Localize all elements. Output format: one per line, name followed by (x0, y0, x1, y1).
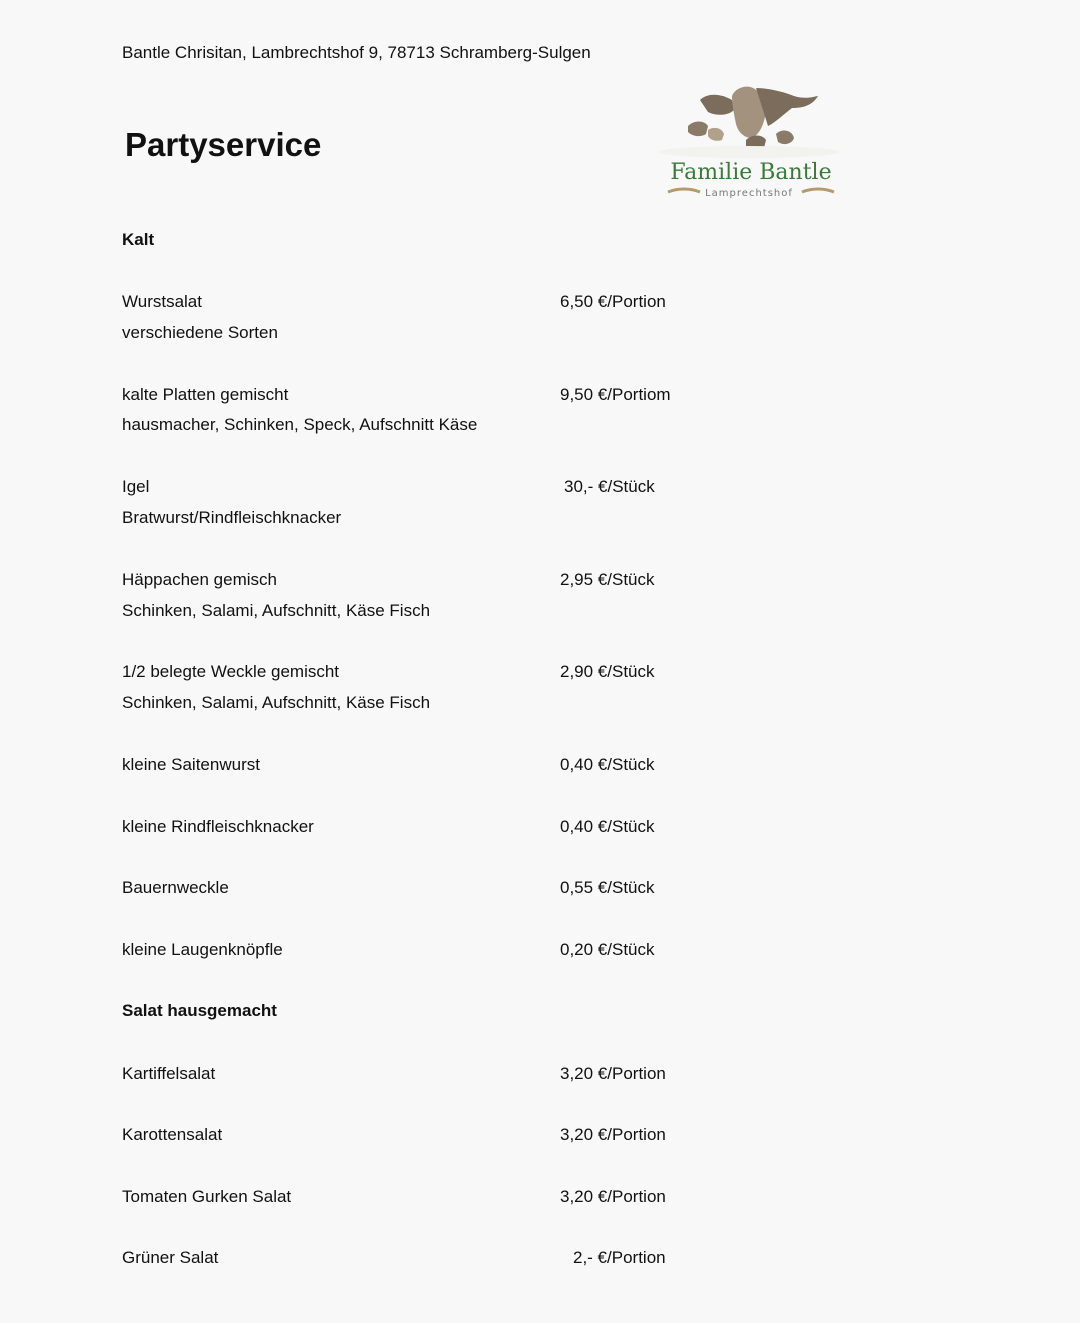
section-heading-kalt: Kalt (122, 230, 155, 249)
item-name: Igel (122, 477, 150, 496)
farm-animals-icon (636, 82, 862, 162)
item-price: 0,55 €/Stück (560, 878, 655, 897)
item-name: kleine Laugenknöpfle (122, 940, 283, 959)
section-heading-salat: Salat hausgemacht (122, 1001, 277, 1020)
item-description: Bratwurst/Rindfleischknacker (122, 508, 342, 527)
item-name: Karottensalat (122, 1125, 223, 1144)
item-price: 6,50 €/Portion (560, 292, 666, 311)
item-price: 9,50 €/Portiom (560, 385, 671, 404)
item-name: Kartiffelsalat (122, 1064, 216, 1083)
item-description: verschiedene Sorten (122, 323, 278, 342)
logo-subtitle: Lamprechtshof (705, 188, 793, 199)
address-line: Bantle Chrisitan, Lambrechtshof 9, 78713 Schramberg-Sulgen (122, 43, 591, 62)
item-name: 1/2 belegte Weckle gemischt (122, 662, 340, 681)
family-bantle-logo (636, 82, 856, 206)
item-description: Schinken, Salami, Aufschnitt, Käse Fisch (122, 693, 431, 712)
page-title: Partyservice (125, 126, 322, 163)
item-price: 3,20 €/Portion (560, 1064, 666, 1083)
item-price: 0,40 €/Stück (560, 817, 655, 836)
item-name: Bauernweckle (122, 878, 229, 897)
item-name: kleine Saitenwurst (122, 755, 260, 774)
logo-name: Familie Bantle (670, 160, 832, 185)
item-price: 3,20 €/Portion (560, 1187, 666, 1206)
item-description: hausmacher, Schinken, Speck, Aufschnitt Käse (122, 415, 478, 434)
item-name: Häppachen gemisch (122, 570, 277, 589)
item-price: 30,- €/Stück (564, 477, 655, 496)
item-price: 0,20 €/Stück (560, 940, 655, 959)
item-name: Tomaten Gurken Salat (122, 1187, 292, 1206)
item-price: 0,40 €/Stück (560, 755, 655, 774)
item-name: Wurstsalat (122, 292, 202, 311)
item-name: kalte Platten gemischt (122, 385, 289, 404)
item-name: kleine Rindfleischknacker (122, 817, 314, 836)
item-price: 2,- €/Portion (573, 1248, 666, 1267)
item-description: Schinken, Salami, Aufschnitt, Käse Fisch (122, 601, 431, 620)
item-price: 2,95 €/Stück (560, 570, 655, 589)
item-name: Grüner Salat (122, 1248, 219, 1267)
item-price: 2,90 €/Stück (560, 662, 655, 681)
item-price: 3,20 €/Portion (560, 1125, 666, 1144)
